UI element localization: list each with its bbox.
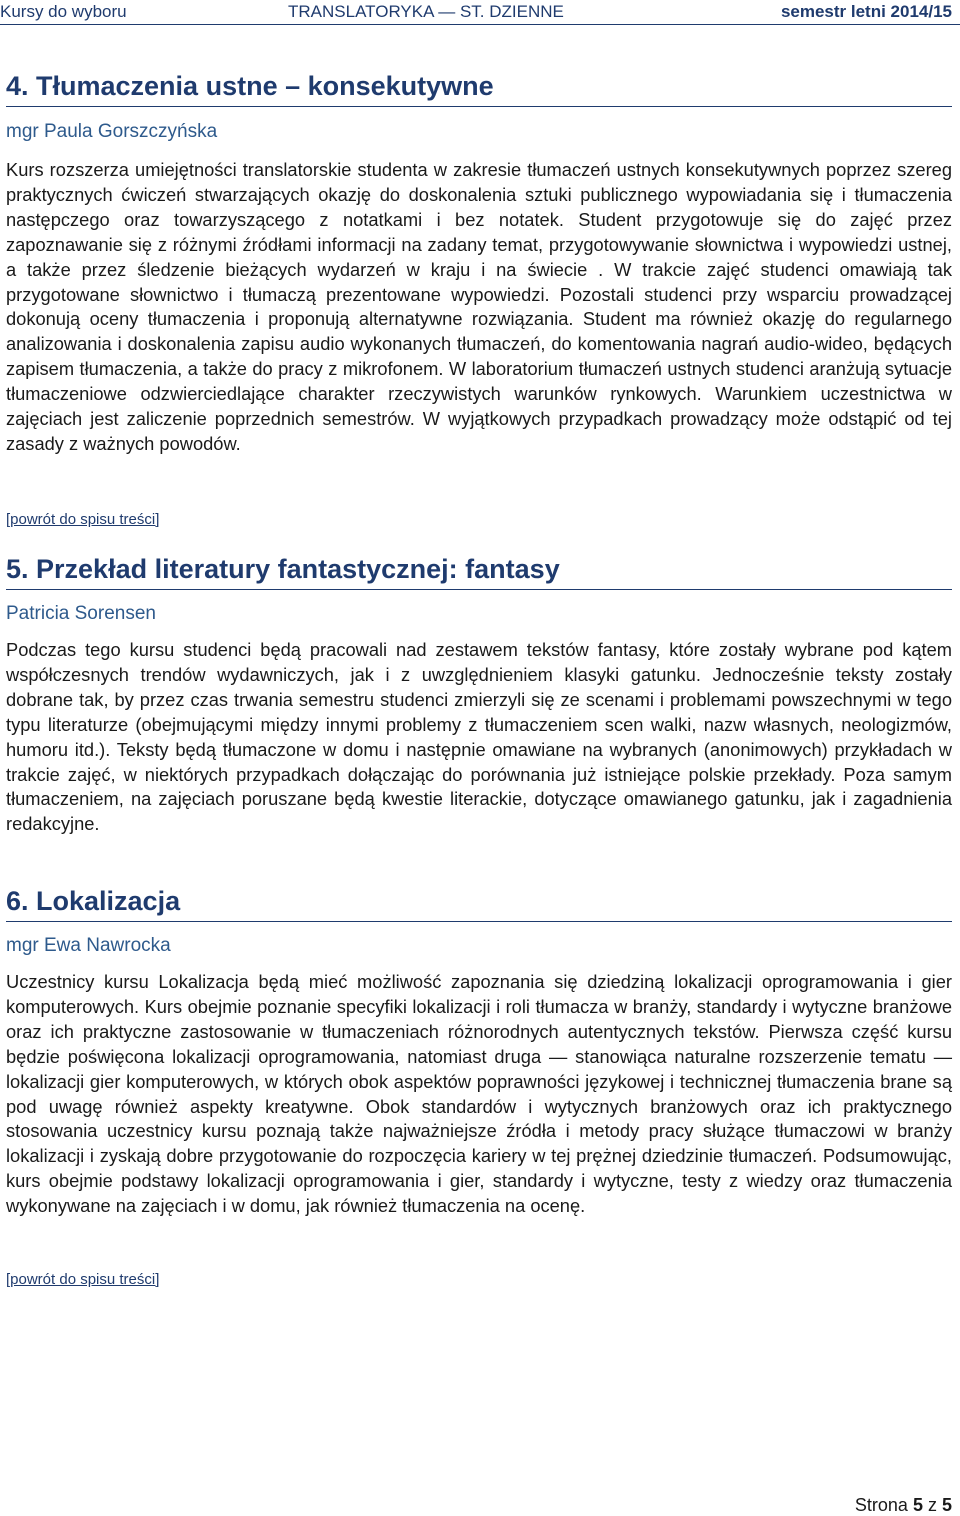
lecturer-name-6: mgr Ewa Nawrocka	[6, 935, 171, 956]
page-number-sep: z	[927, 1495, 937, 1515]
page-number-total: 5	[941, 1495, 952, 1515]
header-divider	[0, 24, 960, 25]
page-header	[0, 0, 960, 26]
section-title-5: 5. Przekład literatury fantastycznej: fantasy	[6, 553, 952, 590]
section-body-6: Uczestnicy kursu Lokalizacja będą mieć możliwość zapoznania się dziedziną lokalizacji oprogramowania i gier komputerowych. Kurs obejmie poznanie specyfiki lokalizacji i roli tłumacza w branży, standardy i wytyczne branżowe oraz ich praktyczne zastosowanie w tłumaczeniach różnorodnych autentycznych tekstów. Pierwsza część kursu będzie poświęcona lokalizacji oprogramowania, natomiast druga — stanowiąca naturalne rozszerzenie tematu — lokalizacji gier komputerowych, w których obok aspektów poprawności językowej i technicznej tłumaczenia brane są pod uwagę również aspekty kreatywne. Obok standardów i wytycznych branżowych oraz ich praktycznego stosowania uczestnicy kursu poznają także najważniejsze źródła i metody pracy służące tłumaczowi w branży lokalizacji i zyskają dobre przygotowanie do rozpoczęcia kariery w tej prężnej dziedzinie tłumaczeń. Podsumowując, kurs obejmie podstawy lokalizacji oprogramowania i gier, standardy i wytyczne, testy z wiedzy oraz tłumaczenia wykonywane na zajęciach i w domu, jak również tłumaczenia na ocenę.	[6, 971, 952, 1217]
header-middle: TRANSLATORYKA — ST. DZIENNE	[288, 2, 564, 21]
section-body-5: Podczas tego kursu studenci będą pracowali nad zestawem tekstów fantasy, które zostały wybrane pod kątem współczesnych trendów wydawniczych, jak i z uwzględnieniem klasyki gatunku. Jednocześnie teksty zostały dobrane tak, by przez czas trwania semestru studenci zmierzyli się ze scenami i problemami powszechnymi w tego typu literaturze (obejmującymi między innymi problemy z tłumaczeniem scen walki, nazw własnych, neologizmów, humoru itd.). Teksty będą tłumaczone w domu i następnie omawiane na wybranych (anonimowych) przykładach w trakcie zajęć, w niektórych przypadkach dołączając do porównania już istniejące polskie przekłady. Poza samym tłumaczeniem, na zajęciach poruszane będą kwestie literackie, dotyczące omawianego gatunku, jak i zagadnienia redakcyjne.	[6, 639, 952, 835]
lecturer-name-4: mgr Paula Gorszczyńska	[6, 121, 218, 142]
page-number-prefix: Strona	[854, 1495, 908, 1515]
header-right: semestr letni 2014/15	[780, 2, 952, 21]
section-title-4: 4. Tłumaczenia ustne – konsekutywne	[6, 70, 952, 107]
header-left: Kursy do wyboru	[0, 2, 127, 21]
back-to-toc-link[interactable]: [powrót do spisu treści]	[6, 511, 160, 528]
lecturer-name-5: Patricia Sorensen	[6, 603, 156, 624]
section-title-6: 6. Lokalizacja	[6, 885, 952, 922]
back-to-toc-link[interactable]: [powrót do spisu treści]	[6, 1271, 160, 1288]
page-number	[855, 1494, 952, 1516]
page-number-current: 5	[912, 1495, 923, 1515]
section-body-4: Kurs rozszerza umiejętności translatorskie studenta w zakresie tłumaczeń ustnych konsekutywnych poprzez szereg praktycznych ćwiczeń stwarzających okazję do doskonalenia sztuki publicznego wypowiadania się i tłumaczenia następczego oraz towarzyszącego z notatkami i bez notatek. Student przygotowuje się do zajęć przez zapoznawanie się z różnymi źródłami informacji na zadany temat, przygotowywanie słownictwa i wypowiedzi ustnej, a także przez śledzenie bieżących wydarzeń w kraju i na świecie . W trakcie zajęć studenci omawiają tak przygotowane słownictwo i tłumaczą prezentowane wypowiedzi. Pozostali studenci przy wsparciu prowadzącej dokonują oceny tłumaczenia i proponują alternatywne rozwiązania. Student ma również okazję do regularnego analizowania i doskonalenia zapisu audio wykonanych tłumaczeń, do komentowania nagrań audio-wideo, będących zapisem tłumaczenia, a także do pracy z mikrofonem. W laboratorium tłumaczeń ustnych studenci aranżują sytuacje tłumaczeniowe odzwierciedlające charakter rzeczywistych warunków rynkowych. Warunkiem uczestnictwa w zajęciach jest zaliczenie poprzednich semestrów. W wyjątkowych przypadkach prowadzący może odstąpić od tej zasady z ważnych powodów.	[6, 159, 952, 454]
